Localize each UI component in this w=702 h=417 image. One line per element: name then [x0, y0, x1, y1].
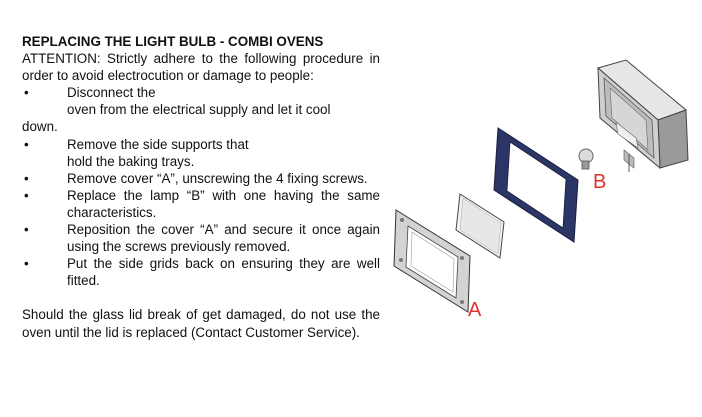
- label-a: A: [468, 299, 482, 321]
- bullet: •: [24, 136, 29, 152]
- step-text: Reposition the cover “A” and secure it once again using the screws previously removed.: [67, 222, 380, 255]
- page-title: REPLACING THE LIGHT BULB - COMBI OVENS: [22, 34, 324, 49]
- gasket: [494, 128, 578, 242]
- list-item: [22, 221, 380, 255]
- step-text: hold the baking trays.: [67, 153, 195, 169]
- list-item: [22, 255, 380, 289]
- step-text: down.: [22, 119, 58, 135]
- list-item: [22, 170, 380, 187]
- step-text: Remove cover “A”, unscrewing the 4 fixing screws.: [67, 170, 368, 186]
- step-text: Replace the lamp “B” with one having the same characteristics.: [67, 187, 380, 220]
- warning-paragraph: Should the glass lid break of get damaged, do not use the oven until the lid is replaced (Contact Customer Service).: [22, 307, 380, 340]
- step-text: Disconnect the: [67, 85, 156, 101]
- list-item: [22, 84, 380, 101]
- lamp-housing: [598, 60, 688, 172]
- lamp-bulb: [579, 149, 593, 169]
- list-item: [22, 187, 380, 221]
- bullet: •: [24, 187, 29, 203]
- step-text: oven from the electrical supply and let it cool: [67, 102, 331, 118]
- list-item: [22, 136, 380, 153]
- bullet: •: [24, 222, 29, 238]
- label-b: B: [593, 171, 607, 193]
- step-text: Put the side grids back on ensuring they are well fitted.: [67, 256, 380, 289]
- bullet: •: [24, 85, 29, 101]
- exploded-view-illustration: [388, 50, 698, 330]
- attention-paragraph: ATTENTION: Strictly adhere to the following procedure in order to avoid electrocution or damage to people:: [22, 51, 380, 84]
- glass-panel: [456, 194, 504, 258]
- document-text: [22, 33, 380, 341]
- step-text: Remove the side supports that: [67, 136, 249, 152]
- bullet: •: [24, 256, 29, 272]
- bullet: •: [24, 170, 29, 186]
